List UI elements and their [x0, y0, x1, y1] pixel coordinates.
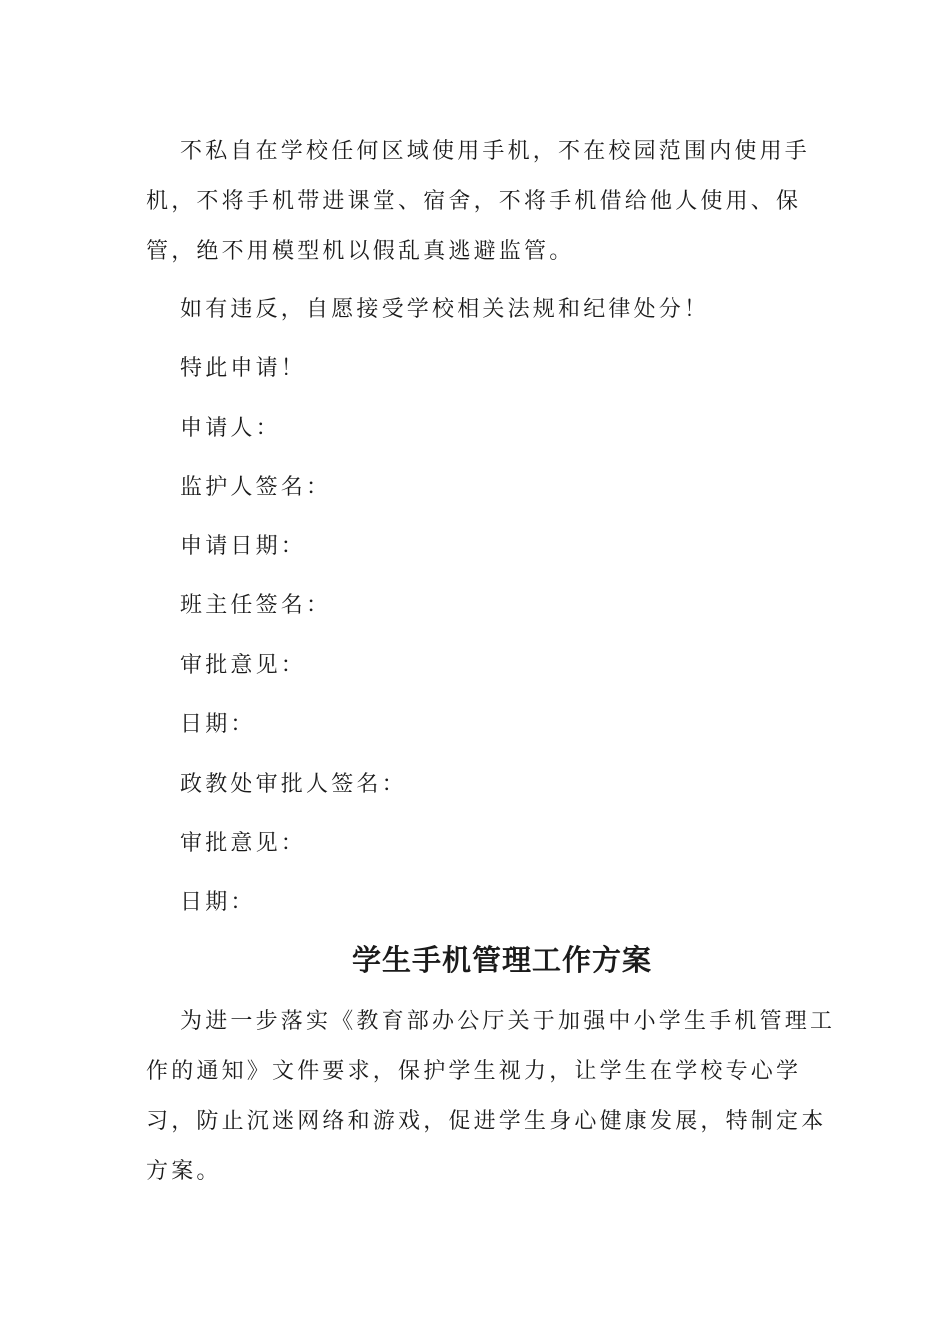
pledge-paragraph: 不私自在学校任何区域使用手机，不在校园范围内使用手机，不将手机带进课堂、宿舍，不将手机借给他人使用、保管，绝不用模型机以假乱真逃避监管。 [146, 139, 811, 264]
intro-paragraph: 为进一步落实《教育部办公厅关于加强中小学生手机管理工作的通知》文件要求，保护学生视力，让学生在学校专心学习，防止沉迷网络和游戏，促进学生身心健康发展，特制定本方案。 [146, 1009, 836, 1184]
field-application-date: 申请日期： [180, 534, 307, 559]
section-title: 学生手机管理工作方案 [351, 943, 652, 977]
field-applicant: 申请人： [180, 416, 281, 441]
field-approval-opinion: 审批意见： [180, 653, 307, 678]
closing-statement: 特此申请！ [180, 356, 307, 381]
field-head-teacher-signature: 班主任签名： [180, 593, 332, 618]
field-office-date: 日期： [180, 890, 256, 915]
field-office-approval-opinion: 审批意见： [180, 831, 307, 856]
field-date: 日期： [180, 712, 256, 737]
field-office-approver-signature: 政教处审批人签名： [180, 772, 407, 797]
field-guardian-signature: 监护人签名： [180, 475, 332, 500]
violation-statement: 如有违反，自愿接受学校相关法规和纪律处分！ [180, 297, 710, 322]
